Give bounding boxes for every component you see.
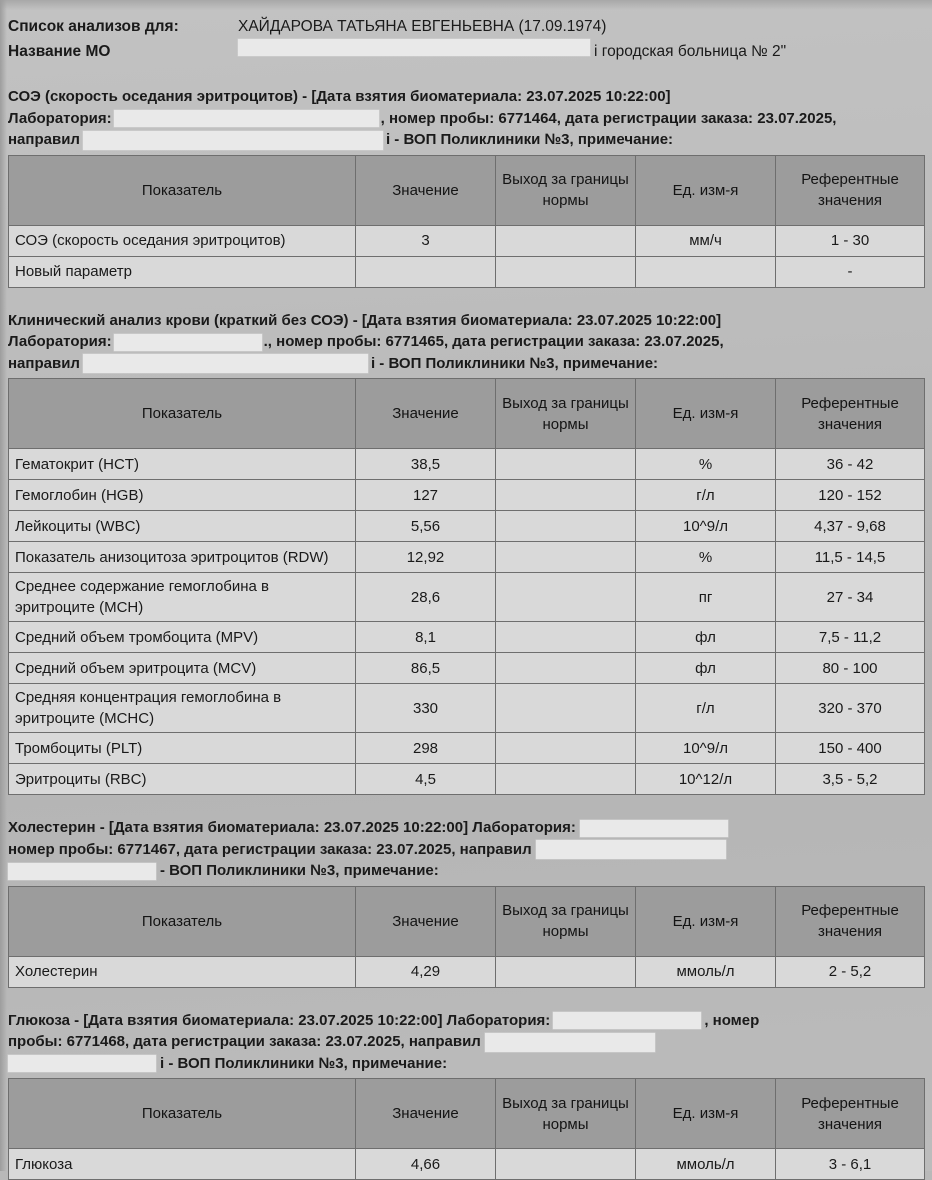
col-header-deviation: Выход за границы нормы — [496, 1079, 636, 1149]
medical-org-value: і городская больница № 2" — [594, 39, 786, 64]
col-header-deviation: Выход за границы нормы — [496, 155, 636, 225]
glucose-title-tail: , номер — [704, 1012, 759, 1029]
section-cholesterol — [8, 817, 924, 988]
patient-name-value: ХАЙДАРОВА ТАТЬЯНА ЕВГЕНЬЕВНА (17.09.1974) — [238, 14, 606, 39]
lab-table-esr — [8, 155, 925, 288]
cell-value: 4,29 — [356, 956, 496, 987]
section-cbc-title-line1: Клинический анализ крови (краткий без СОЭ) - [Дата взятия биоматериала: 23.07.2025 10:22:00] — [8, 310, 924, 332]
cell-reference: 150 - 400 — [776, 733, 925, 764]
col-header-indicator: Показатель — [9, 886, 356, 956]
analysis-list-label: Список анализов для: — [8, 14, 238, 39]
cell-reference: 80 - 100 — [776, 653, 925, 684]
cell-reference: 27 - 34 — [776, 573, 925, 622]
cell-value: 298 — [356, 733, 496, 764]
cell-unit: фл — [636, 622, 776, 653]
cell-value: 330 — [356, 684, 496, 733]
table-row — [9, 764, 925, 795]
referral-label-esr: направил — [8, 131, 80, 148]
section-cholesterol-title — [8, 817, 924, 882]
cell-deviation — [496, 256, 636, 287]
redaction-block-referral-cholesterol — [536, 840, 726, 859]
cell-unit: 10^9/л — [636, 511, 776, 542]
cell-deviation — [496, 449, 636, 480]
cell-value: 28,6 — [356, 573, 496, 622]
table-header-row — [9, 379, 925, 449]
section-cbc-title — [8, 310, 924, 375]
col-header-indicator: Показатель — [9, 1079, 356, 1149]
cell-unit — [636, 256, 776, 287]
cell-reference: 3,5 - 5,2 — [776, 764, 925, 795]
cell-unit: фл — [636, 653, 776, 684]
col-header-value: Значение — [356, 886, 496, 956]
redaction-block-lab-cholesterol — [580, 820, 728, 837]
redaction-block-referral-cbc — [83, 354, 368, 373]
redaction-block-mo — [238, 39, 590, 56]
section-cbc-title-line3 — [8, 353, 924, 375]
cell-reference: - — [776, 256, 925, 287]
lab-label-cbc: Лаборатория: — [8, 333, 112, 350]
cell-deviation — [496, 653, 636, 684]
cell-indicator: Показатель анизоцитоза эритроцитов (RDW) — [9, 542, 356, 573]
glucose-clinic-info: і - ВОП Поликлиники №3, примечание: — [160, 1055, 447, 1072]
redaction-block-referral-glucose — [485, 1033, 655, 1052]
cell-unit: 10^9/л — [636, 733, 776, 764]
cell-unit: % — [636, 449, 776, 480]
section-cbc-title-line2 — [8, 331, 924, 353]
cell-unit: 10^12/л — [636, 764, 776, 795]
cell-reference: 120 - 152 — [776, 480, 925, 511]
redaction-block-lab-cbc — [114, 334, 262, 351]
cell-indicator: Тромбоциты (PLT) — [9, 733, 356, 764]
lab-table-cbc — [8, 378, 925, 795]
cell-deviation — [496, 480, 636, 511]
cell-reference: 1 - 30 — [776, 225, 925, 256]
cell-deviation — [496, 684, 636, 733]
cell-unit: г/л — [636, 684, 776, 733]
cell-reference: 11,5 - 14,5 — [776, 542, 925, 573]
table-row — [9, 256, 925, 287]
cell-indicator: Холестерин — [9, 956, 356, 987]
section-cholesterol-title-line1 — [8, 817, 924, 839]
col-header-reference: Референтные значения — [776, 379, 925, 449]
col-header-unit: Ед. изм-я — [636, 155, 776, 225]
cell-indicator: Средний объем тромбоцита (MPV) — [9, 622, 356, 653]
cell-indicator: Средняя концентрация гемоглобина в эритроците (MCHC) — [9, 684, 356, 733]
col-header-unit: Ед. изм-я — [636, 886, 776, 956]
col-header-reference: Референтные значения — [776, 155, 925, 225]
cell-unit: ммоль/л — [636, 956, 776, 987]
col-header-reference: Референтные значения — [776, 1079, 925, 1149]
cell-indicator: Глюкоза — [9, 1149, 356, 1180]
cell-reference: 3 - 6,1 — [776, 1149, 925, 1180]
cell-indicator: Среднее содержание гемоглобина в эритроците (MCH) — [9, 573, 356, 622]
medical-org-label: Название МО — [8, 39, 238, 64]
table-row — [9, 733, 925, 764]
cell-value: 5,56 — [356, 511, 496, 542]
cell-deviation — [496, 956, 636, 987]
table-header-row — [9, 155, 925, 225]
section-cholesterol-title-line3 — [8, 860, 924, 882]
glucose-sample-info: пробы: 6771468, дата регистрации заказа: 23.07.2025, направил — [8, 1033, 481, 1050]
section-glucose-title-line3 — [8, 1053, 924, 1075]
referral-clinic-cbc: і - ВОП Поликлиники №3, примечание: — [371, 355, 658, 372]
cell-value: 8,1 — [356, 622, 496, 653]
section-cholesterol-title-line2 — [8, 839, 924, 861]
cell-deviation — [496, 542, 636, 573]
cell-indicator: Средний объем эритроцита (MCV) — [9, 653, 356, 684]
section-glucose — [8, 1010, 924, 1180]
cell-indicator: Новый параметр — [9, 256, 356, 287]
redaction-block-referral-cholesterol-2 — [8, 863, 156, 880]
sample-info-cbc: ., номер пробы: 6771465, дата регистрации заказа: 23.07.2025, — [264, 333, 724, 350]
cell-value: 38,5 — [356, 449, 496, 480]
section-glucose-title-line1 — [8, 1010, 924, 1032]
cell-unit: ммоль/л — [636, 1149, 776, 1180]
cell-unit: % — [636, 542, 776, 573]
cell-deviation — [496, 733, 636, 764]
cholesterol-title-text: Холестерин - [Дата взятия биоматериала: 23.07.2025 10:22:00] Лаборатория: — [8, 819, 576, 836]
table-row — [9, 511, 925, 542]
section-esr-title-line2 — [8, 108, 924, 130]
cell-value: 86,5 — [356, 653, 496, 684]
col-header-value: Значение — [356, 155, 496, 225]
table-header-row — [9, 1079, 925, 1149]
section-esr-title-line3 — [8, 129, 924, 151]
table-row — [9, 653, 925, 684]
section-glucose-title-line2 — [8, 1031, 924, 1053]
cell-value: 127 — [356, 480, 496, 511]
table-row — [9, 225, 925, 256]
table-header-row — [9, 886, 925, 956]
section-esr-title-line1: СОЭ (скорость оседания эритроцитов) - [Дата взятия биоматериала: 23.07.2025 10:22:00] — [8, 86, 924, 108]
col-header-value: Значение — [356, 1079, 496, 1149]
table-row — [9, 542, 925, 573]
lab-table-cholesterol — [8, 886, 925, 988]
table-row — [9, 480, 925, 511]
redaction-block-referral-esr — [83, 131, 383, 150]
section-esr-title — [8, 86, 924, 151]
col-header-value: Значение — [356, 379, 496, 449]
cell-indicator: Эритроциты (RBC) — [9, 764, 356, 795]
medical-org-row — [8, 39, 924, 64]
sample-info-esr: , номер пробы: 6771464, дата регистрации заказа: 23.07.2025, — [381, 110, 837, 127]
col-header-unit: Ед. изм-я — [636, 1079, 776, 1149]
cell-indicator: Гемоглобин (HGB) — [9, 480, 356, 511]
cell-reference: 7,5 - 11,2 — [776, 622, 925, 653]
patient-name-row — [8, 14, 924, 39]
table-row — [9, 956, 925, 987]
cell-value: 3 — [356, 225, 496, 256]
cell-reference: 320 - 370 — [776, 684, 925, 733]
cell-deviation — [496, 511, 636, 542]
redaction-block-lab-esr — [114, 110, 379, 127]
cell-reference: 36 - 42 — [776, 449, 925, 480]
referral-clinic-esr: і - ВОП Поликлиники №3, примечание: — [386, 131, 673, 148]
table-row — [9, 449, 925, 480]
cell-value — [356, 256, 496, 287]
lab-label-esr: Лаборатория: — [8, 110, 112, 127]
redaction-block-lab-glucose — [553, 1012, 701, 1029]
cell-value: 4,5 — [356, 764, 496, 795]
col-header-indicator: Показатель — [9, 379, 356, 449]
cell-indicator: Гематокрит (HCT) — [9, 449, 356, 480]
cell-deviation — [496, 1149, 636, 1180]
section-glucose-title — [8, 1010, 924, 1075]
table-row — [9, 622, 925, 653]
table-row — [9, 573, 925, 622]
cell-deviation — [496, 764, 636, 795]
cell-deviation — [496, 622, 636, 653]
cell-reference: 2 - 5,2 — [776, 956, 925, 987]
col-header-deviation: Выход за границы нормы — [496, 886, 636, 956]
col-header-reference: Референтные значения — [776, 886, 925, 956]
lab-table-glucose — [8, 1078, 925, 1180]
patient-header — [8, 0, 924, 64]
glucose-title-text: Глюкоза - [Дата взятия биоматериала: 23.07.2025 10:22:00] Лаборатория: — [8, 1012, 550, 1029]
cell-unit: мм/ч — [636, 225, 776, 256]
col-header-indicator: Показатель — [9, 155, 356, 225]
cholesterol-clinic-info: - ВОП Поликлиники №3, примечание: — [160, 862, 439, 879]
cell-indicator: СОЭ (скорость оседания эритроцитов) — [9, 225, 356, 256]
cell-unit: г/л — [636, 480, 776, 511]
table-row — [9, 1149, 925, 1180]
scan-edge-shadow-left — [0, 0, 7, 1171]
cholesterol-sample-info: номер пробы: 6771467, дата регистрации заказа: 23.07.2025, направил — [8, 841, 532, 858]
cell-deviation — [496, 573, 636, 622]
referral-label-cbc: направил — [8, 355, 80, 372]
col-header-unit: Ед. изм-я — [636, 379, 776, 449]
col-header-deviation: Выход за границы нормы — [496, 379, 636, 449]
cell-value: 4,66 — [356, 1149, 496, 1180]
redaction-block-referral-glucose-2 — [8, 1055, 156, 1072]
cell-unit: пг — [636, 573, 776, 622]
section-esr — [8, 86, 924, 288]
cell-indicator: Лейкоциты (WBC) — [9, 511, 356, 542]
section-cbc — [8, 310, 924, 796]
cell-value: 12,92 — [356, 542, 496, 573]
cell-reference: 4,37 - 9,68 — [776, 511, 925, 542]
cell-deviation — [496, 225, 636, 256]
table-row — [9, 684, 925, 733]
